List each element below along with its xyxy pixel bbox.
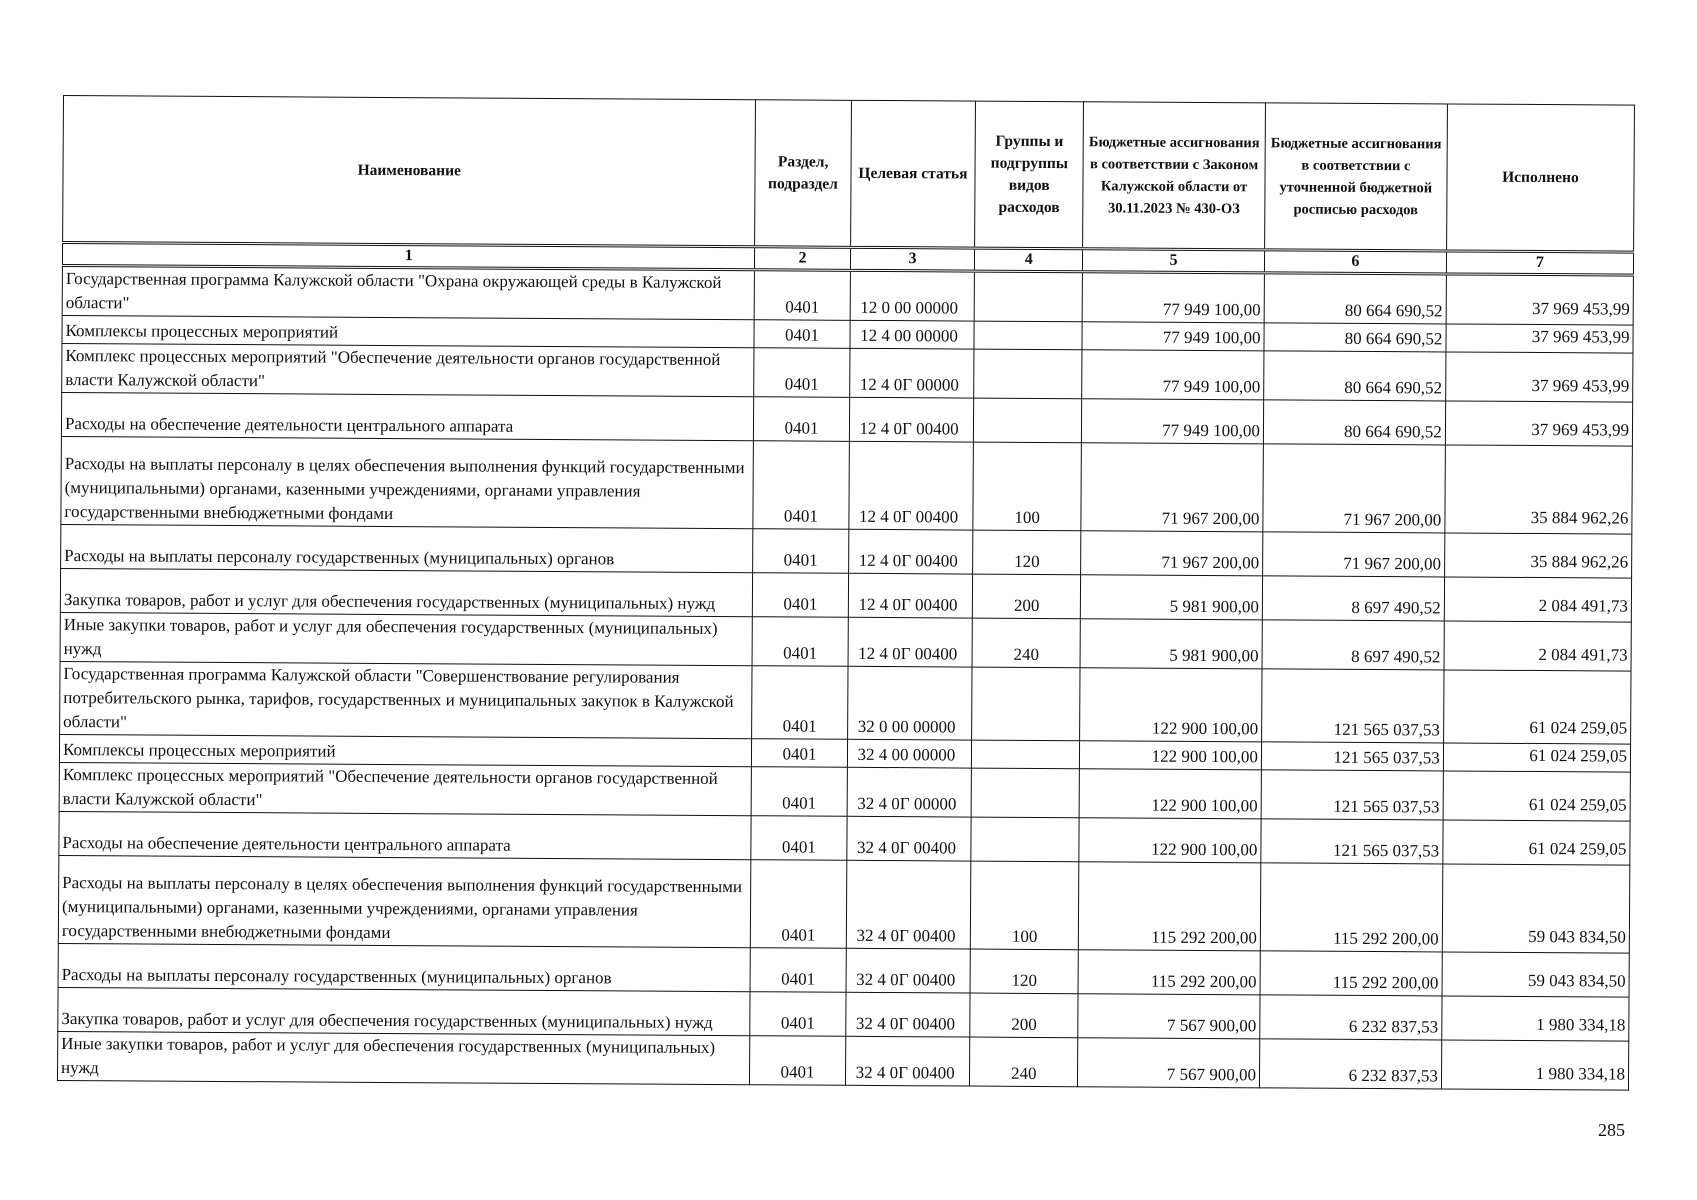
header-row xyxy=(63,96,1635,253)
row-refined-allocation: 71 967 200,00 xyxy=(1263,532,1445,577)
row-target-article: 12 0 00 00000 xyxy=(850,270,975,321)
row-refined-allocation: 121 565 037,53 xyxy=(1261,742,1443,771)
row-name: Расходы на выплаты персоналу в целях обеспечения выполнения функций государственными (муниципальными) органами, казенными учреждениями, органами управления государственными внебюджетными фондами xyxy=(58,855,751,947)
row-name: Расходы на выплаты персоналу государственных (муниципальных) органов xyxy=(58,943,751,991)
row-section: 0401 xyxy=(751,816,846,861)
row-expense-group: 100 xyxy=(971,861,1079,950)
row-target-article: 12 4 0Г 00400 xyxy=(848,529,973,574)
row-section: 0401 xyxy=(750,1036,845,1086)
row-refined-allocation: 80 664 690,52 xyxy=(1264,351,1446,401)
row-executed: 1 980 334,18 xyxy=(1442,996,1629,1041)
row-section: 0401 xyxy=(751,860,847,949)
row-executed: 37 969 453,99 xyxy=(1446,324,1633,353)
row-refined-allocation: 121 565 037,53 xyxy=(1261,770,1443,820)
row-refined-allocation: 6 232 837,53 xyxy=(1260,995,1442,1040)
row-name: Расходы на обеспечение деятельности центрального аппарата xyxy=(61,392,754,440)
row-executed: 2 084 491,73 xyxy=(1444,621,1631,671)
row-executed: 61 024 259,05 xyxy=(1443,820,1630,865)
row-target-article: 12 4 0Г 00400 xyxy=(848,441,973,530)
row-section: 0401 xyxy=(753,529,848,574)
row-target-article: 32 4 0Г 00400 xyxy=(846,860,971,949)
column-number: 3 xyxy=(850,247,975,271)
row-expense-group: 100 xyxy=(973,442,1081,531)
row-name: Комплекс процессных мероприятий "Обеспечение деятельности органов государственной власти Калужской области" xyxy=(62,343,755,396)
row-expense-group xyxy=(974,398,1082,443)
row-section: 0401 xyxy=(754,320,849,349)
column-number: 7 xyxy=(1446,251,1633,275)
row-law-allocation: 7 567 900,00 xyxy=(1078,994,1260,1039)
row-expense-group: 200 xyxy=(973,574,1081,619)
column-number: 5 xyxy=(1083,249,1265,273)
row-section: 0401 xyxy=(752,617,847,667)
row-name: Государственная программа Калужской области "Охрана окружающей среды в Калужской области" xyxy=(62,265,755,319)
table-row xyxy=(60,661,1631,744)
column-number: 2 xyxy=(755,247,850,271)
header-section: Раздел, подраздел xyxy=(755,100,851,248)
table-row xyxy=(57,1031,1628,1090)
row-executed: 37 969 453,99 xyxy=(1446,274,1633,325)
row-section: 0401 xyxy=(754,348,849,398)
row-law-allocation: 5 981 900,00 xyxy=(1080,575,1262,620)
row-expense-group xyxy=(974,321,1082,350)
row-law-allocation: 71 967 200,00 xyxy=(1081,443,1263,532)
row-section: 0401 xyxy=(752,739,847,768)
row-expense-group xyxy=(974,349,1082,399)
column-number: 1 xyxy=(62,243,755,270)
row-section: 0401 xyxy=(753,441,849,530)
row-target-article: 12 4 0Г 00400 xyxy=(849,397,974,442)
row-expense-group: 200 xyxy=(970,993,1078,1038)
row-target-article: 12 4 00 00000 xyxy=(850,320,975,349)
header-executed: Исполнено xyxy=(1446,104,1634,252)
row-name: Закупка товаров, работ и услуг для обеспечения государственных (муниципальных) нужд xyxy=(60,568,753,616)
row-executed: 2 084 491,73 xyxy=(1444,577,1631,622)
row-executed: 35 884 962,26 xyxy=(1445,445,1633,534)
row-name: Иные закупки товаров, работ и услуг для обеспечения государственных (муниципальных) нужд xyxy=(57,1031,750,1084)
row-name: Закупка товаров, работ и услуг для обеспечения государственных (муниципальных) нужд xyxy=(58,987,751,1035)
column-number: 6 xyxy=(1264,250,1446,274)
row-target-article: 12 4 0Г 00000 xyxy=(849,348,974,398)
row-target-article: 32 0 00 00000 xyxy=(847,666,972,740)
header-law-allocation: Бюджетные ассигнования в соответствии с Законом Калужской области от 30.11.2023 № 430-ОЗ xyxy=(1083,102,1266,250)
budget-execution-table xyxy=(57,95,1635,1091)
column-number: 4 xyxy=(975,248,1083,272)
row-law-allocation: 122 900 100,00 xyxy=(1079,769,1261,819)
row-expense-group xyxy=(971,817,1079,862)
row-law-allocation: 115 292 200,00 xyxy=(1078,950,1260,995)
row-law-allocation: 77 949 100,00 xyxy=(1082,350,1264,400)
row-section: 0401 xyxy=(753,573,848,618)
row-expense-group xyxy=(974,271,1082,322)
row-law-allocation: 122 900 100,00 xyxy=(1079,818,1261,863)
row-expense-group: 120 xyxy=(970,949,1078,994)
row-section: 0401 xyxy=(754,397,849,442)
row-law-allocation: 5 981 900,00 xyxy=(1080,619,1262,669)
row-refined-allocation: 80 664 690,52 xyxy=(1263,400,1445,445)
row-law-allocation: 71 967 200,00 xyxy=(1081,531,1263,576)
row-name: Комплексы процессных мероприятий xyxy=(59,734,752,766)
header-target-article: Целевая статья xyxy=(850,100,976,248)
row-law-allocation: 77 949 100,00 xyxy=(1082,272,1264,323)
row-target-article: 32 4 00 00000 xyxy=(847,739,972,768)
row-executed: 61 024 259,05 xyxy=(1443,670,1631,744)
row-refined-allocation: 115 292 200,00 xyxy=(1260,951,1442,996)
row-refined-allocation: 115 292 200,00 xyxy=(1260,863,1442,952)
row-expense-group xyxy=(971,768,1079,818)
row-section: 0401 xyxy=(755,270,850,321)
row-name: Расходы на выплаты персоналу в целях обеспечения выполнения функций государственными (муниципальными) органами, казенными учреждениями, органами управления государственными внебюджетными фондами xyxy=(61,436,754,528)
row-refined-allocation: 8 697 490,52 xyxy=(1262,576,1444,621)
row-executed: 61 024 259,05 xyxy=(1443,771,1630,821)
row-expense-group xyxy=(972,740,1080,769)
row-law-allocation: 77 949 100,00 xyxy=(1082,322,1264,351)
row-section: 0401 xyxy=(750,948,845,993)
row-refined-allocation: 80 664 690,52 xyxy=(1264,273,1446,324)
header-name: Наименование xyxy=(63,96,756,247)
page-number: 285 xyxy=(1598,1120,1625,1140)
row-target-article: 32 4 0Г 00000 xyxy=(847,767,972,817)
row-refined-allocation: 71 967 200,00 xyxy=(1263,444,1445,533)
row-refined-allocation: 6 232 837,53 xyxy=(1259,1039,1441,1089)
header-expense-group: Группы и подгруппы видов расходов xyxy=(975,101,1084,249)
row-name: Иные закупки товаров, работ и услуг для обеспечения государственных (муниципальных) нужд xyxy=(60,612,753,665)
row-name: Комплекс процессных мероприятий "Обеспечение деятельности органов государственной власти Калужской области" xyxy=(59,762,752,815)
row-target-article: 32 4 0Г 00400 xyxy=(845,1036,970,1086)
row-expense-group: 120 xyxy=(973,530,1081,575)
row-law-allocation: 122 900 100,00 xyxy=(1080,741,1262,770)
row-executed: 37 969 453,99 xyxy=(1445,352,1632,402)
row-section: 0401 xyxy=(752,767,847,817)
row-name: Комплексы процессных мероприятий xyxy=(62,315,755,347)
table-row xyxy=(61,436,1633,534)
row-executed: 35 884 962,26 xyxy=(1444,533,1631,578)
row-name: Расходы на обеспечение деятельности центрального аппарата xyxy=(59,811,752,859)
table-body xyxy=(57,265,1633,1090)
row-name: Государственная программа Калужской области "Совершенствование регулирования потребительского рынка, тарифов, государственных и муниципальных закупок в Калужской области" xyxy=(60,661,753,738)
row-executed: 59 043 834,50 xyxy=(1442,952,1629,997)
row-law-allocation: 7 567 900,00 xyxy=(1078,1038,1260,1088)
table-row xyxy=(58,855,1630,953)
row-expense-group: 240 xyxy=(972,618,1080,668)
row-section: 0401 xyxy=(750,992,845,1037)
row-refined-allocation: 8 697 490,52 xyxy=(1262,620,1444,670)
row-law-allocation: 122 900 100,00 xyxy=(1080,668,1262,742)
row-target-article: 12 4 0Г 00400 xyxy=(848,573,973,618)
row-target-article: 12 4 0Г 00400 xyxy=(848,617,973,667)
row-expense-group: 240 xyxy=(970,1037,1078,1087)
row-name: Расходы на выплаты персоналу государственных (муниципальных) органов xyxy=(61,524,754,572)
row-executed: 59 043 834,50 xyxy=(1442,864,1630,953)
row-refined-allocation: 121 565 037,53 xyxy=(1262,669,1444,743)
row-expense-group xyxy=(972,667,1080,741)
row-refined-allocation: 121 565 037,53 xyxy=(1261,819,1443,864)
header-refined-allocation: Бюджетные ассигнования в соответствии с уточненной бюджетной росписью расходов xyxy=(1265,103,1448,251)
row-law-allocation: 115 292 200,00 xyxy=(1078,862,1260,951)
row-executed: 1 980 334,18 xyxy=(1441,1040,1628,1090)
row-refined-allocation: 80 664 690,52 xyxy=(1264,323,1446,352)
row-target-article: 32 4 0Г 00400 xyxy=(845,992,970,1037)
row-executed: 61 024 259,05 xyxy=(1443,743,1630,772)
row-executed: 37 969 453,99 xyxy=(1445,401,1632,446)
row-target-article: 32 4 0Г 00400 xyxy=(846,948,971,993)
row-target-article: 32 4 0Г 00400 xyxy=(846,816,971,861)
row-law-allocation: 77 949 100,00 xyxy=(1082,399,1264,444)
row-section: 0401 xyxy=(752,666,848,740)
